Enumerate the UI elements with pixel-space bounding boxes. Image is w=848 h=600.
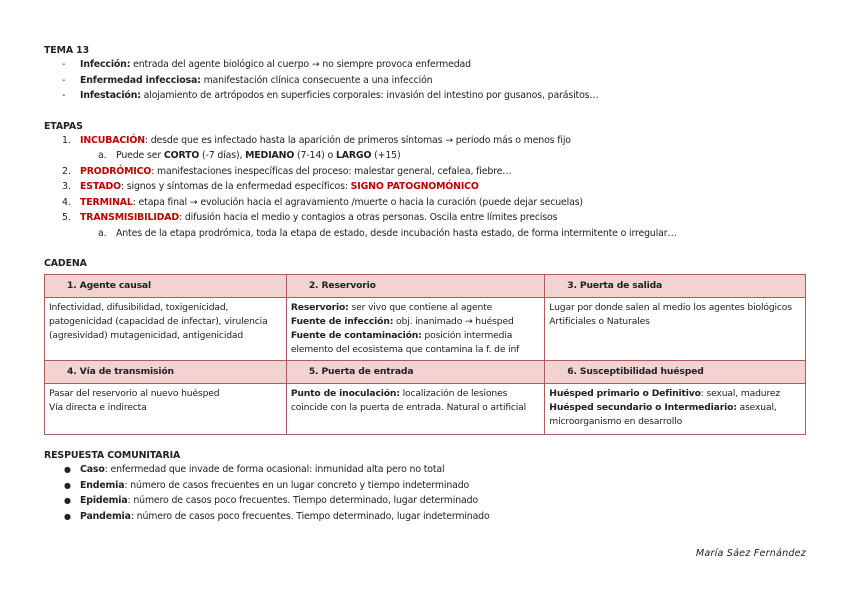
cadena-table — [44, 274, 806, 435]
etapa-item: 3. ESTADO: signos y síntomas de la enfermedad específicos: SIGNO PATOGNOMÓNICO — [62, 181, 479, 192]
respuesta-item: ● Epidemia: número de casos poco frecuentes. Tiempo determinado, lugar determinado — [64, 495, 479, 506]
etapa-item: 5. TRANSMISIBILIDAD: difusión hacia el medio y contagios a otras personas. Oscila entre límites precisos — [62, 212, 558, 223]
respuesta-item: ● Endemia: número de casos frecuentes en un lugar concreto y tiempo indeterminado — [64, 479, 470, 491]
etapa-subitem: a. Antes de la etapa prodrómica, toda la etapa de estado, desde incubación hasta estado, de forma intermitente o irregular… — [98, 227, 677, 239]
respuesta-item: ● Caso: enfermedad que invade de forma ocasional: inmunidad alta pero no total — [64, 464, 445, 475]
table-cell: Infectividad, difusibilidad, toxigenicidad, patogenicidad (capacidad de infectar), virulencia (agresividad) mutagenicidad, antigenicidad — [45, 298, 287, 361]
respuesta-heading: RESPUESTA COMUNITARIA — [44, 450, 181, 461]
etapa-item: 2. PRODRÓMICO: manifestaciones inespecíficas del proceso: malestar general, cefalea, fiebre… — [62, 165, 512, 177]
etapa-item: 1. INCUBACIÓN: desde que es infectado hasta la aparición de primeros síntomas → periodo más o menos fijo — [62, 134, 571, 146]
table-cell: Huésped primario o Definitivo: sexual, madurez Huésped secundario o Intermediario: asexual, microorganismo en desarrollo — [545, 384, 806, 435]
table-cell: Pasar del reservorio al nuevo huésped Vía directa e indirecta — [45, 384, 287, 435]
definition-term: Enfermedad infecciosa: — [80, 74, 201, 86]
respuesta-item: ● Pandemia: número de casos poco frecuentes. Tiempo determinado, lugar indeterminado — [64, 510, 490, 522]
etapa-subitem: a. Puede ser CORTO (-7 días), MEDIANO (7-14) o LARGO (+15) — [98, 150, 401, 161]
table-header: 5. Puerta de entrada — [286, 361, 544, 384]
table-cell: Punto de inoculación: localización de lesiones coincide con la puerta de entrada. Natural o artificial — [286, 384, 544, 435]
definition-item: - Infección: entrada del agente biológico al cuerpo → no siempre provoca enfermedad — [62, 59, 471, 70]
definition-term: Infección: — [80, 59, 131, 70]
author-signature: María Sáez Fernández — [695, 548, 806, 559]
table-header: 6. Susceptibilidad huésped — [545, 361, 806, 384]
etapa-item: 4. TERMINAL: etapa final → evolución hacia el agravamiento /muerte o hacia la curación (puede dejar secuelas) — [62, 196, 583, 208]
table-header: 3. Puerta de salida — [545, 275, 806, 298]
document-page — [44, 44, 806, 524]
cadena-heading: CADENA — [44, 258, 87, 269]
etapas-heading: ETAPAS — [44, 120, 83, 132]
definition-item: - Infestación: alojamiento de artrópodos en superficies corporales: invasión del intestino por gusanos, parásitos… — [62, 90, 599, 101]
table-header: 1. Agente causal — [45, 275, 287, 298]
table-cell: Reservorio: ser vivo que contiene al agente Fuente de infección: obj. inanimado → huésped Fuente de contaminación: posición intermedia elemento del ecosistema que contamina la f. de inf — [286, 298, 544, 361]
tema-title: TEMA 13 — [44, 45, 89, 56]
table-header: 4. Vía de transmisión — [45, 361, 287, 384]
definition-item: - Enfermedad infecciosa: manifestación clínica consecuente a una infección — [62, 74, 433, 86]
definition-term: Infestación: — [80, 90, 141, 101]
table-header: 2. Reservorio — [286, 275, 544, 298]
table-cell: Lugar por donde salen al medio los agentes biológicos Artificiales o Naturales — [545, 298, 806, 361]
